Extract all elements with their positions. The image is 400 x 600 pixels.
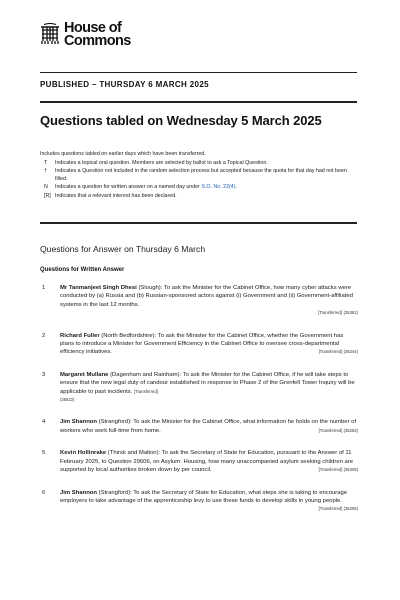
- subsection-heading: Questions for Written Answer: [40, 267, 125, 273]
- question-text: To ask the Minister for the Cabinet Office, if he will take steps to ensure that the new legal duty of candour established in response to Phase 2 of the Grenfell Tower Inquiry will be applicable to past incidents.: [60, 371, 355, 395]
- legend-item: [40, 184, 360, 191]
- legend-text: Indicates that a relevant interest has been declared.: [55, 193, 177, 200]
- question-ref: (35522): [60, 397, 75, 403]
- constituency: (Thirsk and Malton):: [106, 450, 162, 457]
- legend-intro: Includes questions tabled on earlier days which have been transferred.: [40, 151, 206, 157]
- legend-text-suffix: .: [235, 184, 237, 191]
- question-body: [60, 449, 358, 474]
- legend-symbol: †: [44, 168, 47, 175]
- legend-item: [40, 160, 360, 167]
- logo-wordmark: [64, 22, 131, 47]
- member-name: Richard Fuller: [60, 332, 100, 339]
- question-number: 4: [42, 419, 46, 426]
- question-body: [60, 332, 358, 357]
- transferred-label: [Transferred]: [318, 427, 343, 433]
- legend-text: Indicates a topical oral question. Members are selected by ballot to ask a Topical Question.: [55, 159, 268, 166]
- question-meta: [319, 505, 358, 513]
- legend-item: [40, 193, 360, 200]
- member-name: Mr Tanmanjeet Singh Dhesi: [60, 285, 137, 291]
- transferred-label: [Transferred]: [134, 388, 158, 394]
- member-name: Margaret Mullane: [60, 371, 109, 378]
- question-meta: [319, 466, 358, 474]
- question-ref: (35244): [343, 349, 358, 355]
- question-item: [40, 371, 358, 405]
- member-name: Kevin Hollinrake: [60, 450, 107, 457]
- transferred-label: [Transferred]: [318, 506, 343, 512]
- question-meta: [319, 427, 358, 435]
- questions-list: [40, 284, 358, 514]
- question-ref: (35362): [343, 310, 358, 316]
- question-number: 5: [42, 450, 46, 457]
- question-ref: (35309): [343, 467, 358, 473]
- question-item: [40, 449, 358, 474]
- legend-text: [55, 184, 360, 191]
- legend-text-part: Indicates a question for written answer on a named day under: [55, 184, 202, 191]
- question-text: To ask the Minister for the Cabinet Office, how many cyber attacks were conducted by (a) Russia and (b) Russian-sponsored actors against (i) Government and (ii) Government-affiliated systems in the last 12 months.: [60, 285, 353, 308]
- constituency: (Strangford):: [96, 489, 134, 496]
- member-name: Jim Shannon: [60, 489, 97, 496]
- question-text: To ask the Minister for the Cabinet Office, whether the Government has plans to introduce a Minister for Government Efficiency in the Cabinet Office to oversee cross-departmental efficiency initiatives.: [60, 332, 344, 356]
- divider: [40, 222, 357, 224]
- constituency: (North Bedfordshire):: [99, 332, 158, 339]
- question-body: [60, 284, 358, 318]
- legend-symbol: N: [44, 184, 48, 191]
- transferred-label: [Transferred]: [318, 467, 343, 473]
- legend-text: Indicates a Question not included in the random selection process but accepted because the quota for that day had not been filled.: [55, 168, 347, 182]
- house-of-commons-logo: [40, 22, 131, 47]
- member-name: Jim Shannon: [60, 419, 97, 426]
- transferred-label: [Transferred]: [318, 349, 343, 355]
- question-number: 1: [42, 285, 46, 291]
- question-body: [60, 371, 358, 405]
- question-meta: [60, 309, 358, 317]
- transferred-label: [Transferred]: [318, 310, 342, 316]
- constituency: (Strangford):: [96, 419, 134, 426]
- question-body: [60, 489, 358, 514]
- question-ref: (35256): [343, 506, 358, 512]
- constituency: (Dagenham and Rainham):: [108, 371, 183, 378]
- page-title: Questions tabled on Wednesday 5 March 2025: [40, 113, 322, 128]
- legend-item: [40, 168, 360, 182]
- published-date: PUBLISHED – THURSDAY 6 MARCH 2025: [40, 80, 209, 89]
- question-meta: [319, 348, 358, 356]
- question-text: To ask the Minister for the Cabinet Office, what information he holds on the number of workers who work full-time from home.: [60, 419, 357, 434]
- divider: [40, 72, 357, 73]
- standing-order-link[interactable]: S.O. No. 22(4): [201, 184, 236, 191]
- question-number: 3: [42, 371, 46, 378]
- question-item: [40, 332, 358, 357]
- portcullis-icon: [40, 23, 60, 45]
- question-item: [40, 489, 358, 514]
- question-text: To ask the Secretary of State for Education, pursuant to the Answer of 11 February 2025, to Question 29606, on Asylum: Housing, how many unaccompanied asylum seeking children are supported by local authorities broken down by per council.: [60, 450, 354, 474]
- constituency: (Slough):: [136, 285, 164, 291]
- section-heading: Questions for Answer on Thursday 6 March: [40, 244, 206, 254]
- legend-symbol: T: [44, 159, 48, 166]
- question-item: [40, 284, 358, 318]
- logo-line-1: House of: [64, 20, 122, 36]
- question-text: To ask the Secretary of State for Education, what steps she is taking to encourage employers to take advantage of the apprenticeship levy to use these funds to develop skills in young people.: [60, 489, 348, 504]
- question-item: [40, 418, 358, 435]
- question-ref: (35263): [343, 427, 358, 433]
- question-body: [60, 418, 358, 435]
- question-number: 6: [42, 489, 46, 496]
- logo-line-2: Commons: [64, 32, 131, 49]
- divider: [40, 101, 357, 103]
- question-number: 2: [42, 332, 46, 339]
- legend-symbol: [R]: [44, 193, 51, 200]
- question-meta: [60, 396, 358, 404]
- legend: [40, 151, 360, 200]
